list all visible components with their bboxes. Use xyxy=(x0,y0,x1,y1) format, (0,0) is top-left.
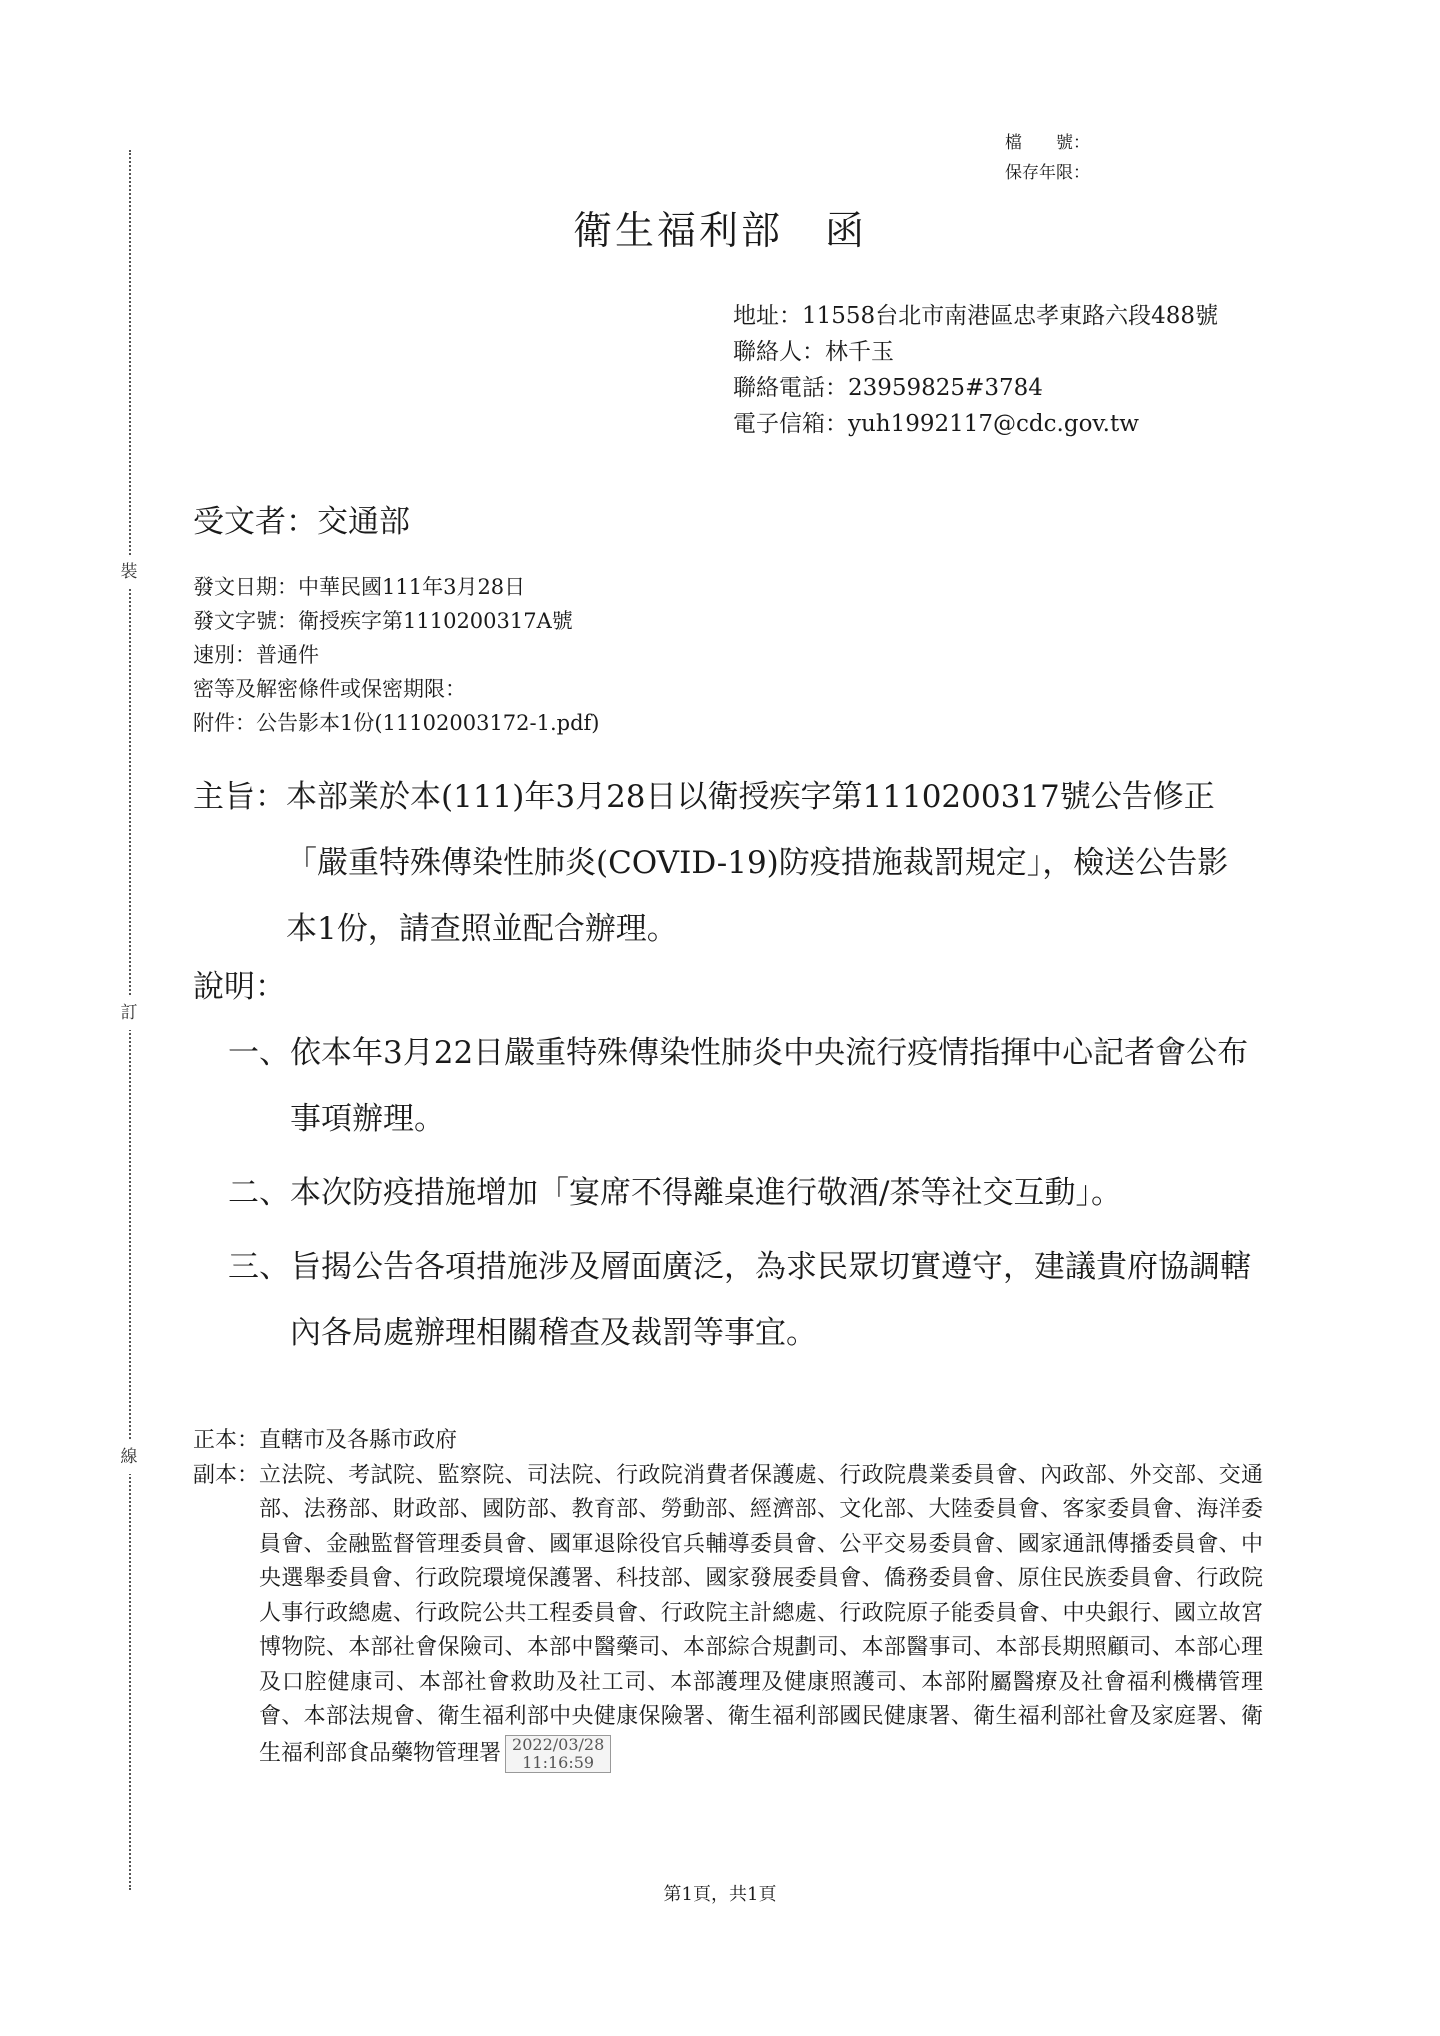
original-value: 直轄市及各縣市政府 xyxy=(259,1428,458,1453)
explanation-label: 說明： xyxy=(193,969,286,1005)
issue-date: 發文日期：中華民國111年3月28日 xyxy=(193,575,526,599)
electronic-stamp xyxy=(505,1735,611,1773)
contact-person: 聯絡人：林千玉 xyxy=(733,339,894,365)
stamp-date: 2022/03/28 xyxy=(512,1734,605,1754)
binding-mark-xian: 線 xyxy=(112,1440,146,1474)
document-number: 發文字號：衛授疾字第1110200317A號 xyxy=(193,609,573,633)
subject-label: 主旨： xyxy=(193,779,286,815)
explanation-item xyxy=(228,1234,1253,1366)
original-label: 正本： xyxy=(193,1428,260,1453)
item-number: 一、 xyxy=(228,1035,290,1071)
address-row xyxy=(733,298,1342,334)
file-info xyxy=(1005,128,1090,188)
explanation-item xyxy=(228,1160,1253,1226)
file-number-label: 檔 號： xyxy=(1005,133,1090,153)
page-footer: 第1頁，共1頁 xyxy=(663,1884,777,1905)
stamp-time: 11:16:59 xyxy=(522,1752,595,1772)
contact-phone: 聯絡電話：23959825#3784 xyxy=(733,375,1043,401)
copy-value: 立法院、考試院、監察院、司法院、行政院消費者保護處、行政院農業委員會、內政部、外交部、交通部、法務部、財政部、國防部、教育部、勞動部、經濟部、文化部、大陸委員會、客家委員會、海洋委員會、金融監督管理委員會、國軍退除役官兵輔導委員會、公平交易委員會、國家通訊傳播委員會、中央選舉委員會、行政院環境保護署、科技部、國家發展委員會、僑務委員會、原住民族委員會、行政院人事行政總處、行政院公共工程委員會、行政院主計總處、行政院原子能委員會、中央銀行、國立故宮博物院、本部社會保險司、本部中醫藥司、本部綜合規劃司、本部醫事司、本部長期照顧司、本部心理及口腔健康司、本部社會救助及社工司、本部護理及健康照護司、本部附屬醫療及社會福利機構管理會、本部法規會、衛生福利部中央健康保險署、衛生福利部國民健康署、衛生福利部社會及家庭署、衛生福利部食品藥物管理署 xyxy=(259,1462,1263,1766)
retention-label: 保存年限： xyxy=(1005,163,1090,183)
classification: 密等及解密條件或保密期限： xyxy=(193,677,466,701)
contact-block xyxy=(733,298,1342,442)
item-number: 二、 xyxy=(228,1175,290,1211)
copy-label: 副本： xyxy=(193,1462,260,1488)
document-meta xyxy=(193,570,600,740)
item-number: 三、 xyxy=(228,1249,290,1285)
distribution-block xyxy=(193,1424,1263,1773)
explanation-list xyxy=(228,1020,1253,1374)
delivery-speed: 速別：普通件 xyxy=(193,643,319,667)
address-value: 11558台北市南港區忠孝東路六段488號 xyxy=(802,303,1219,329)
subject-text: 本部業於本(111)年3月28日以衛授疾字第1110200317號公告修正「嚴重特殊傳染性肺炎(COVID-19)防疫措施裁罰規定」，檢送公告影本1份，請查照並配合辦理。 xyxy=(286,779,1229,947)
subject xyxy=(193,764,1253,962)
item-text: 旨揭公告各項措施涉及層面廣泛，為求民眾切實遵守，建議貴府協調轄內各局處辦理相關稽查及裁罰等事宜。 xyxy=(290,1249,1251,1351)
address-label: 地址： xyxy=(733,303,802,329)
contact-email: 電子信箱：yuh1992117@cdc.gov.tw xyxy=(733,411,1139,437)
binding-mark-ding: 訂 xyxy=(112,996,146,1030)
item-text: 本次防疫措施增加「宴席不得離桌進行敬酒/茶等社交互動」。 xyxy=(290,1175,1122,1211)
attachment: 附件：公告影本1份(11102003172-1.pdf) xyxy=(193,711,600,735)
item-text: 依本年3月22日嚴重特殊傳染性肺炎中央流行疫情指揮中心記者會公布事項辦理。 xyxy=(290,1035,1249,1137)
explanation-item xyxy=(228,1020,1253,1152)
copy-text-wrap xyxy=(259,1459,1263,1773)
original-recipients xyxy=(193,1424,1263,1459)
document-title: 衛生福利部 函 xyxy=(572,209,867,254)
recipient: 受文者：交通部 xyxy=(193,504,410,540)
copy-recipients xyxy=(193,1459,1263,1773)
binding-mark-zhuang: 裝 xyxy=(112,555,146,589)
